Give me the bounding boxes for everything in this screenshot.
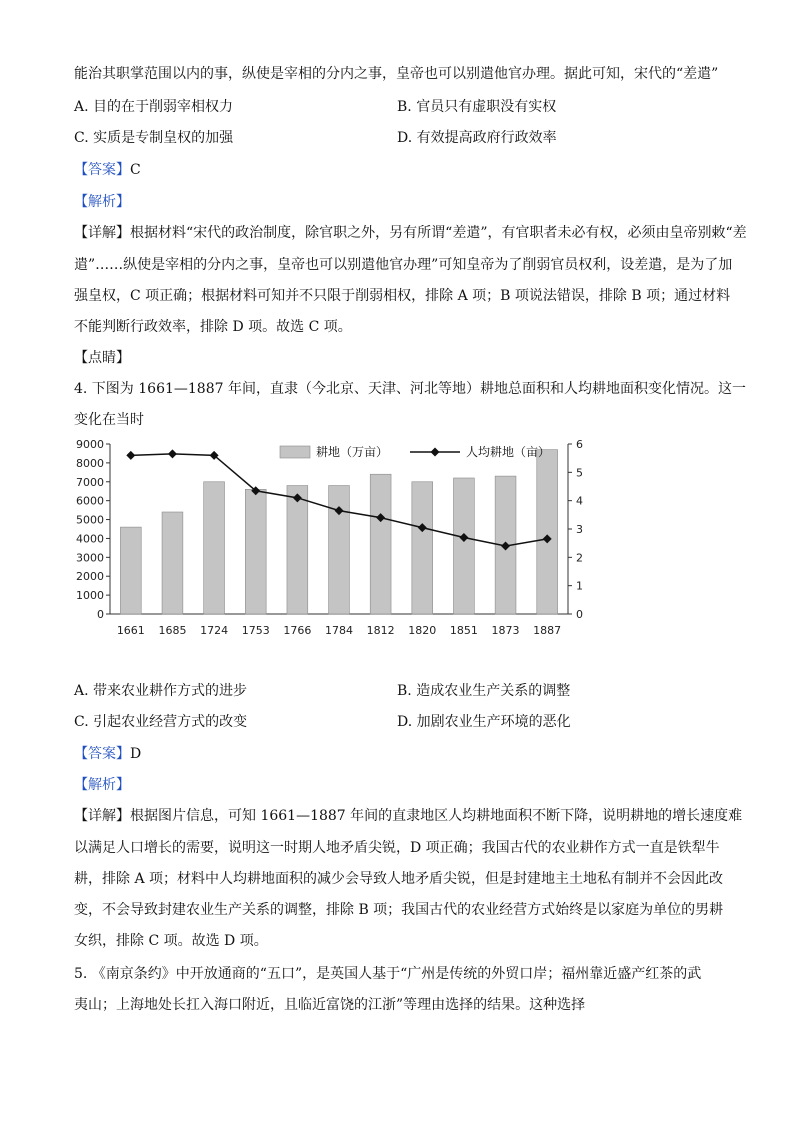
q4-detail-line-1: 【详解】根据图片信息，可知 1661—1887 年间的直隶地区人均耕地面积不断下降，说明耕地的增长速度难 (74, 808, 743, 824)
q4-stem-line-2: 变化在当时 (74, 412, 144, 428)
q4-detail-line-4: 变，不会导致封建农业生产关系的调整，排除 B 项；我国古代的农业经营方式始终是以家庭为单位的男耕 (74, 902, 724, 918)
q4-chart (60, 432, 620, 652)
q3-option-c: C. 实质是专制皇权的加强 (74, 130, 234, 146)
y-left-tick-label: 4000 (76, 532, 104, 546)
q3-detail-line-3: 强皇权，C 项正确；根据材料可知并不只限于削弱相权，排除 A 项；B 项说法错误，排除 B 项；通过材料 (74, 288, 731, 304)
q4-answer: D (130, 746, 142, 762)
q3-analysis-tag: 【解析】 (74, 194, 130, 210)
x-tick-label: 1724 (200, 624, 229, 637)
x-tick-label: 1661 (116, 624, 145, 637)
q3-detail-line-2: 遣”……纵使是宰相的分内之事，皇帝也可以别遣他官办理”可知皇帝为了削弱官员权利，设差遣，是为了加 (74, 257, 733, 273)
y-left-tick-label: 0 (97, 608, 104, 621)
q4-answer-tag: 【答案】 (74, 746, 130, 762)
y-left-tick-label: 5000 (76, 513, 104, 527)
legend-line-label: 人均耕地（亩） (466, 445, 551, 459)
q4-option-a: A. 带来农业耕作方式的进步 (74, 683, 248, 699)
bar-1812 (370, 474, 391, 614)
q3-option-b: B. 官员只有虚职没有实权 (397, 99, 557, 115)
y-right-tick-label: 6 (576, 438, 583, 451)
q4-option-c: C. 引起农业经营方式的改变 (74, 714, 248, 730)
q3-answer-tag: 【答案】 (74, 162, 130, 178)
x-tick-label: 1812 (366, 624, 395, 637)
point-1685 (168, 449, 177, 458)
y-right-tick-label: 2 (576, 551, 583, 565)
legend-bar-swatch (280, 446, 310, 458)
bar-1820 (412, 482, 433, 614)
bar-1784 (329, 486, 350, 614)
x-tick-label: 1766 (283, 624, 312, 637)
q3-answer: C (130, 162, 141, 178)
y-left-tick-label: 1000 (76, 589, 104, 603)
y-right-tick-label: 0 (576, 608, 583, 621)
point-1661 (126, 451, 135, 460)
bar-1661 (120, 527, 141, 614)
q3-detail-line-1: 【详解】根据材料“宋代的政治制度，除官职之外，另有所谓“差遣”，有官职者未必有权，必须由皇帝别敕“差 (74, 225, 747, 241)
q4-stem-line-1: 4. 下图为 1661—1887 年间，直隶（今北京、天津、河北等地）耕地总面积和人均耕地面积变化情况。这一 (74, 381, 746, 397)
q4-answer-row (74, 744, 141, 764)
x-tick-label: 1685 (158, 624, 187, 637)
q4-detail-line-5: 女织，排除 C 项。故选 D 项。 (74, 933, 268, 949)
x-tick-label: 1851 (449, 624, 478, 637)
x-tick-label: 1784 (325, 624, 353, 637)
q3-tip-tag: 【点睛】 (74, 350, 130, 366)
bar-1887 (537, 450, 558, 614)
q3-detail-tag: 【详解】 (74, 225, 130, 241)
q4-option-b: B. 造成农业生产关系的调整 (397, 683, 571, 699)
q3-option-d: D. 有效提高政府行政效率 (397, 130, 557, 146)
q4-detail-tag: 【详解】 (74, 808, 130, 824)
legend-line-marker (431, 448, 440, 457)
bar-1753 (245, 489, 266, 614)
q3-option-a: A. 目的在于削弱宰相权力 (74, 99, 234, 115)
x-tick-label: 1873 (491, 624, 520, 637)
q3-detail-line-4: 不能判断行政效率，排除 D 项。故选 C 项。 (74, 319, 352, 335)
y-right-tick-label: 1 (576, 579, 583, 593)
q4-detail-line-3: 耕，排除 A 项；材料中人均耕地面积的减少会导致人地矛盾尖锐，但是封建地主土地私有制并不会因此改 (74, 871, 724, 887)
y-left-tick-label: 9000 (76, 438, 104, 451)
legend-bar-label: 耕地（万亩） (316, 445, 389, 459)
q4-option-d: D. 加剧农业生产环境的恶化 (397, 714, 571, 730)
bar-1685 (162, 512, 183, 614)
x-tick-label: 1753 (241, 624, 270, 637)
y-right-tick-label: 3 (576, 523, 583, 536)
y-right-tick-label: 5 (576, 466, 583, 480)
y-left-tick-label: 6000 (76, 494, 104, 508)
x-tick-label: 1820 (408, 624, 437, 637)
q4-analysis-tag: 【解析】 (74, 777, 130, 793)
y-left-tick-label: 3000 (76, 551, 104, 565)
q5-stem-line-2: 夷山；上海地处长扛入海口附近，且临近富饶的江浙”等理由选择的结果。这种选择 (74, 997, 586, 1013)
q4-chart-svg (60, 432, 620, 652)
bar-1766 (287, 486, 308, 614)
q5-stem-line-1: 5. 《南京条约》中开放通商的“五口”，是英国人基于“广州是传统的外贸口岸；福州靠近盛产红茶的武 (74, 966, 702, 982)
q3-answer-row (74, 160, 141, 180)
q3-stem-tail: 能治其职掌范围以内的事，纵使是宰相的分内之事，皇帝也可以别遣他官办理。据此可知，宋代的“差遣” (74, 66, 719, 82)
x-tick-label: 1887 (533, 624, 562, 637)
y-left-tick-label: 8000 (76, 456, 104, 470)
y-left-tick-label: 2000 (76, 570, 104, 584)
bar-1851 (454, 478, 475, 614)
q4-detail-line-2: 以满足人口增长的需要，说明这一时期人地矛盾尖锐，D 项正确；我国古代的农业耕作方式一直是铁犁牛 (74, 840, 720, 856)
y-left-tick-label: 7000 (76, 475, 104, 489)
y-right-tick-label: 4 (576, 494, 583, 508)
bar-1724 (204, 482, 225, 614)
